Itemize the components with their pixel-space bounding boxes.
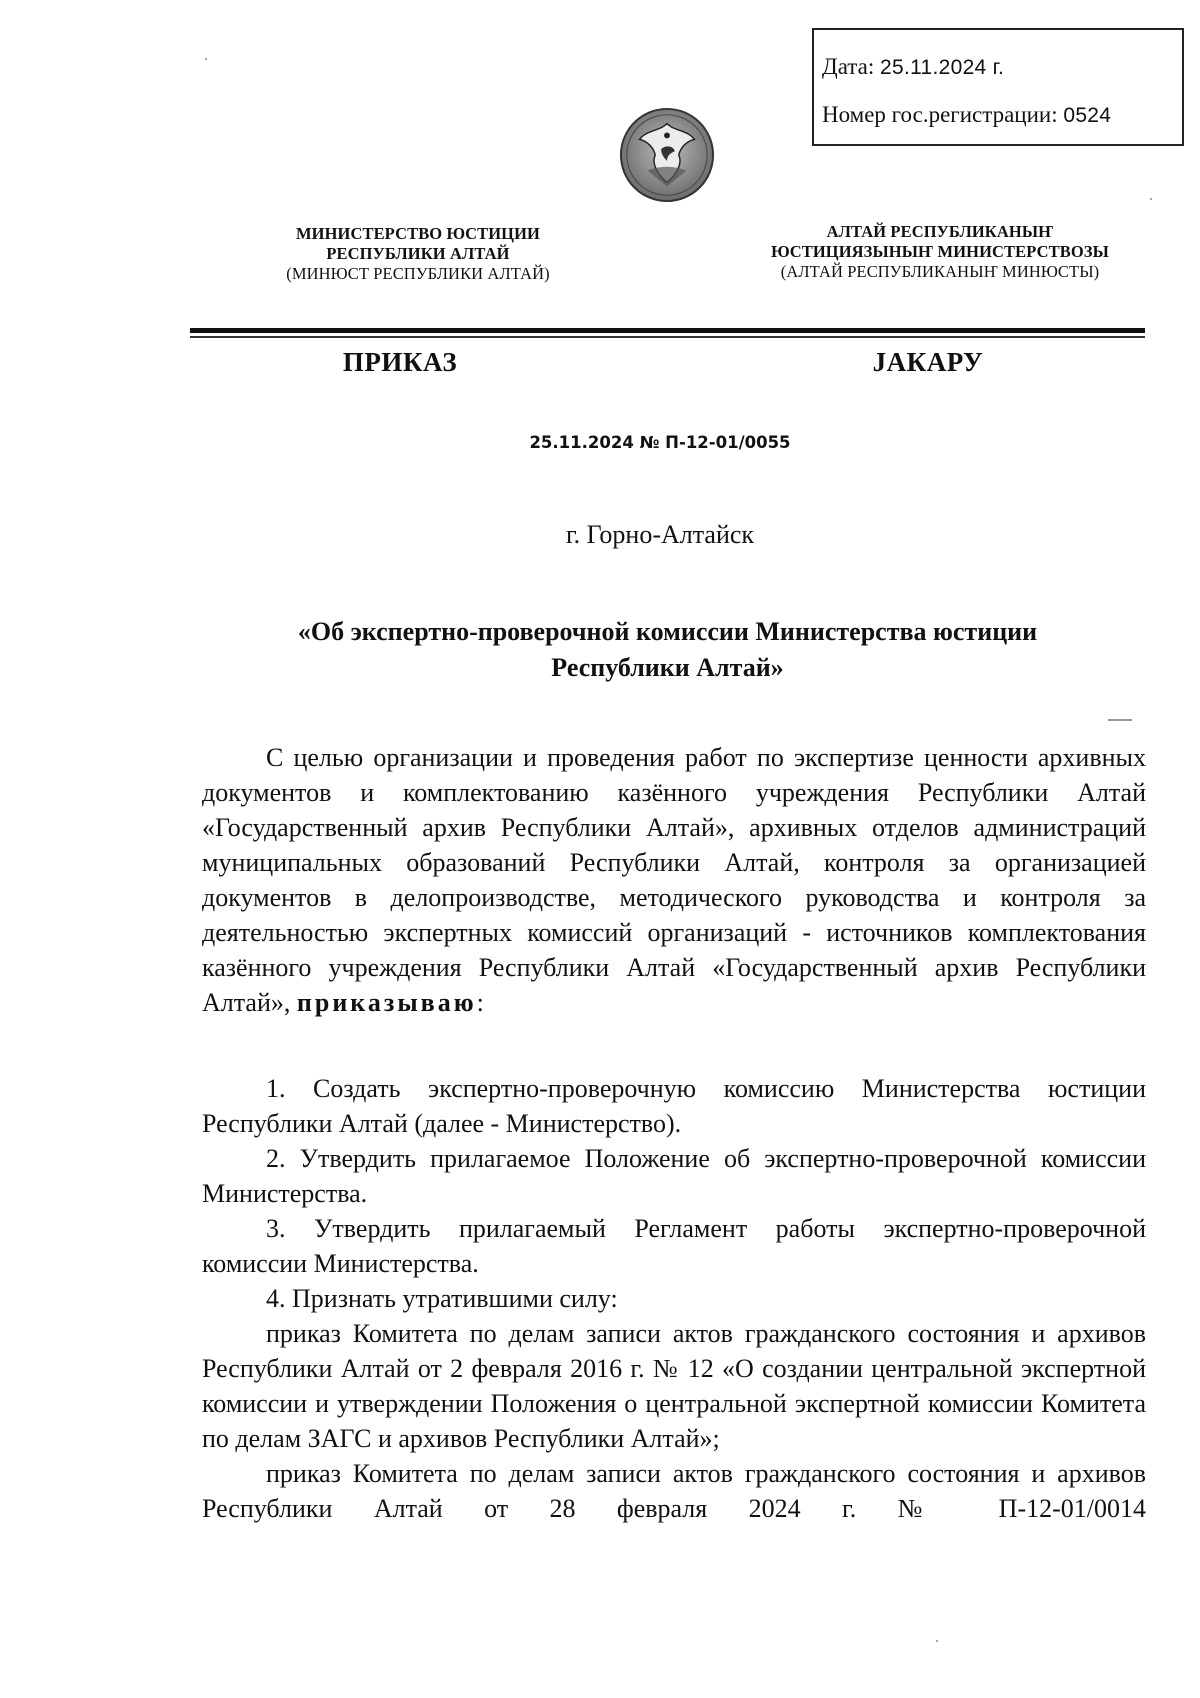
ministry-header-altai-line3: (АЛТАЙ РЕСПУБЛИКАНЫҤ МИНЮСТЫ) — [780, 262, 1100, 281]
preamble-colon: : — [476, 988, 484, 1017]
order-date-number: 25.11.2024 № П-12-01/0055 — [529, 433, 791, 452]
header-divider-thin — [190, 336, 1145, 338]
order-item-4: 4. Признать утратившими силу: — [266, 1284, 618, 1313]
ministry-header-altai-line2: ЮСТИЦИЯЗЫНЫҤ МИНИСТЕРСТВОЗЫ — [771, 242, 1109, 261]
order-item-3: 3. Утвердить прилагаемый Регламент работы экспертно-проверочной комиссии Министерства. — [202, 1214, 1146, 1278]
ministry-header-altai-line1: АЛТАЙ РЕСПУБЛИКАНЫҤ — [826, 222, 1054, 241]
order-item-4-sub-a: приказ Комитета по делам записи актов гражданского состояния и архивов Республики Алтай от 2 февраля 2016 г. № 12 «О создании центральной экспертной комиссии и утверждении Положения о центральной экспертной комиссии Комитета по делам ЗАГС и архивов Республики Алтай»; — [202, 1319, 1146, 1453]
registration-date-label: Дата: — [822, 54, 875, 79]
order-item-4-sub-b: приказ Комитета по делам записи актов гражданского состояния и архивов Республики Алтай от 28 февраля 2024 г. № П-12-01/0014 — [202, 1459, 1146, 1523]
ministry-header-altai — [720, 222, 1160, 282]
ministry-header-russian — [238, 224, 598, 284]
registration-stamp-box — [812, 28, 1184, 146]
ministry-header-russian-line2: РЕСПУБЛИКИ АЛТАЙ — [326, 244, 510, 263]
order-item-1: 1. Создать экспертно-проверочную комиссию Министерства юстиции Республики Алтай (далее - Министерство). — [202, 1074, 1146, 1138]
document-title-line1: «Об экспертно-проверочной комиссии Министерства юстиции — [297, 617, 1038, 646]
preamble-text: С целью организации и проведения работ по экспертизе ценности архивных документов и комплектованию казённого учреждения Республики Алтай «Государственный архив Республики Алтай», архивных отделов администраций муниципальных образований Республики Алтай, контроля за организацией документов в делопроизводстве, методического руководства и контроля за деятельностью экспертных комиссий организаций - источников комплектования казённого учреждения Республики Алтай «Государственный архив Республики Алтай», — [202, 743, 1146, 1017]
ministry-header-russian-line1: МИНИСТЕРСТВО ЮСТИЦИИ — [295, 224, 540, 243]
scan-speck — [936, 1640, 938, 1642]
header-divider-thick — [190, 328, 1145, 333]
ministry-header-russian-line3: (МИНЮСТ РЕСПУБЛИКИ АЛТАЙ) — [286, 264, 550, 283]
scan-speck — [205, 58, 207, 60]
registration-date-line — [822, 54, 1004, 80]
registration-number-label: Номер гос.регистрации: — [822, 102, 1058, 127]
order-verb: приказываю — [296, 988, 477, 1017]
registration-number-value: 0524 — [1063, 104, 1112, 127]
document-title-line2: Республики Алтай» — [551, 653, 784, 682]
document-type-altai: JАКАРУ — [872, 347, 984, 377]
registration-number-line — [822, 102, 1111, 128]
order-item-2: 2. Утвердить прилагаемое Положение об экспертно-проверочной комиссии Министерства. — [202, 1144, 1146, 1208]
document-type-russian: ПРИКАЗ — [342, 347, 458, 377]
scan-speck — [1150, 198, 1152, 200]
altai-republic-coat-of-arms-icon — [618, 106, 716, 204]
registration-date-value: 25.11.2024 г. — [879, 56, 1005, 79]
scan-mark — [1108, 719, 1132, 721]
document-title — [190, 614, 1145, 686]
issue-city: г. Горно-Алтайск — [565, 520, 755, 549]
preamble-paragraph — [202, 740, 1146, 1020]
